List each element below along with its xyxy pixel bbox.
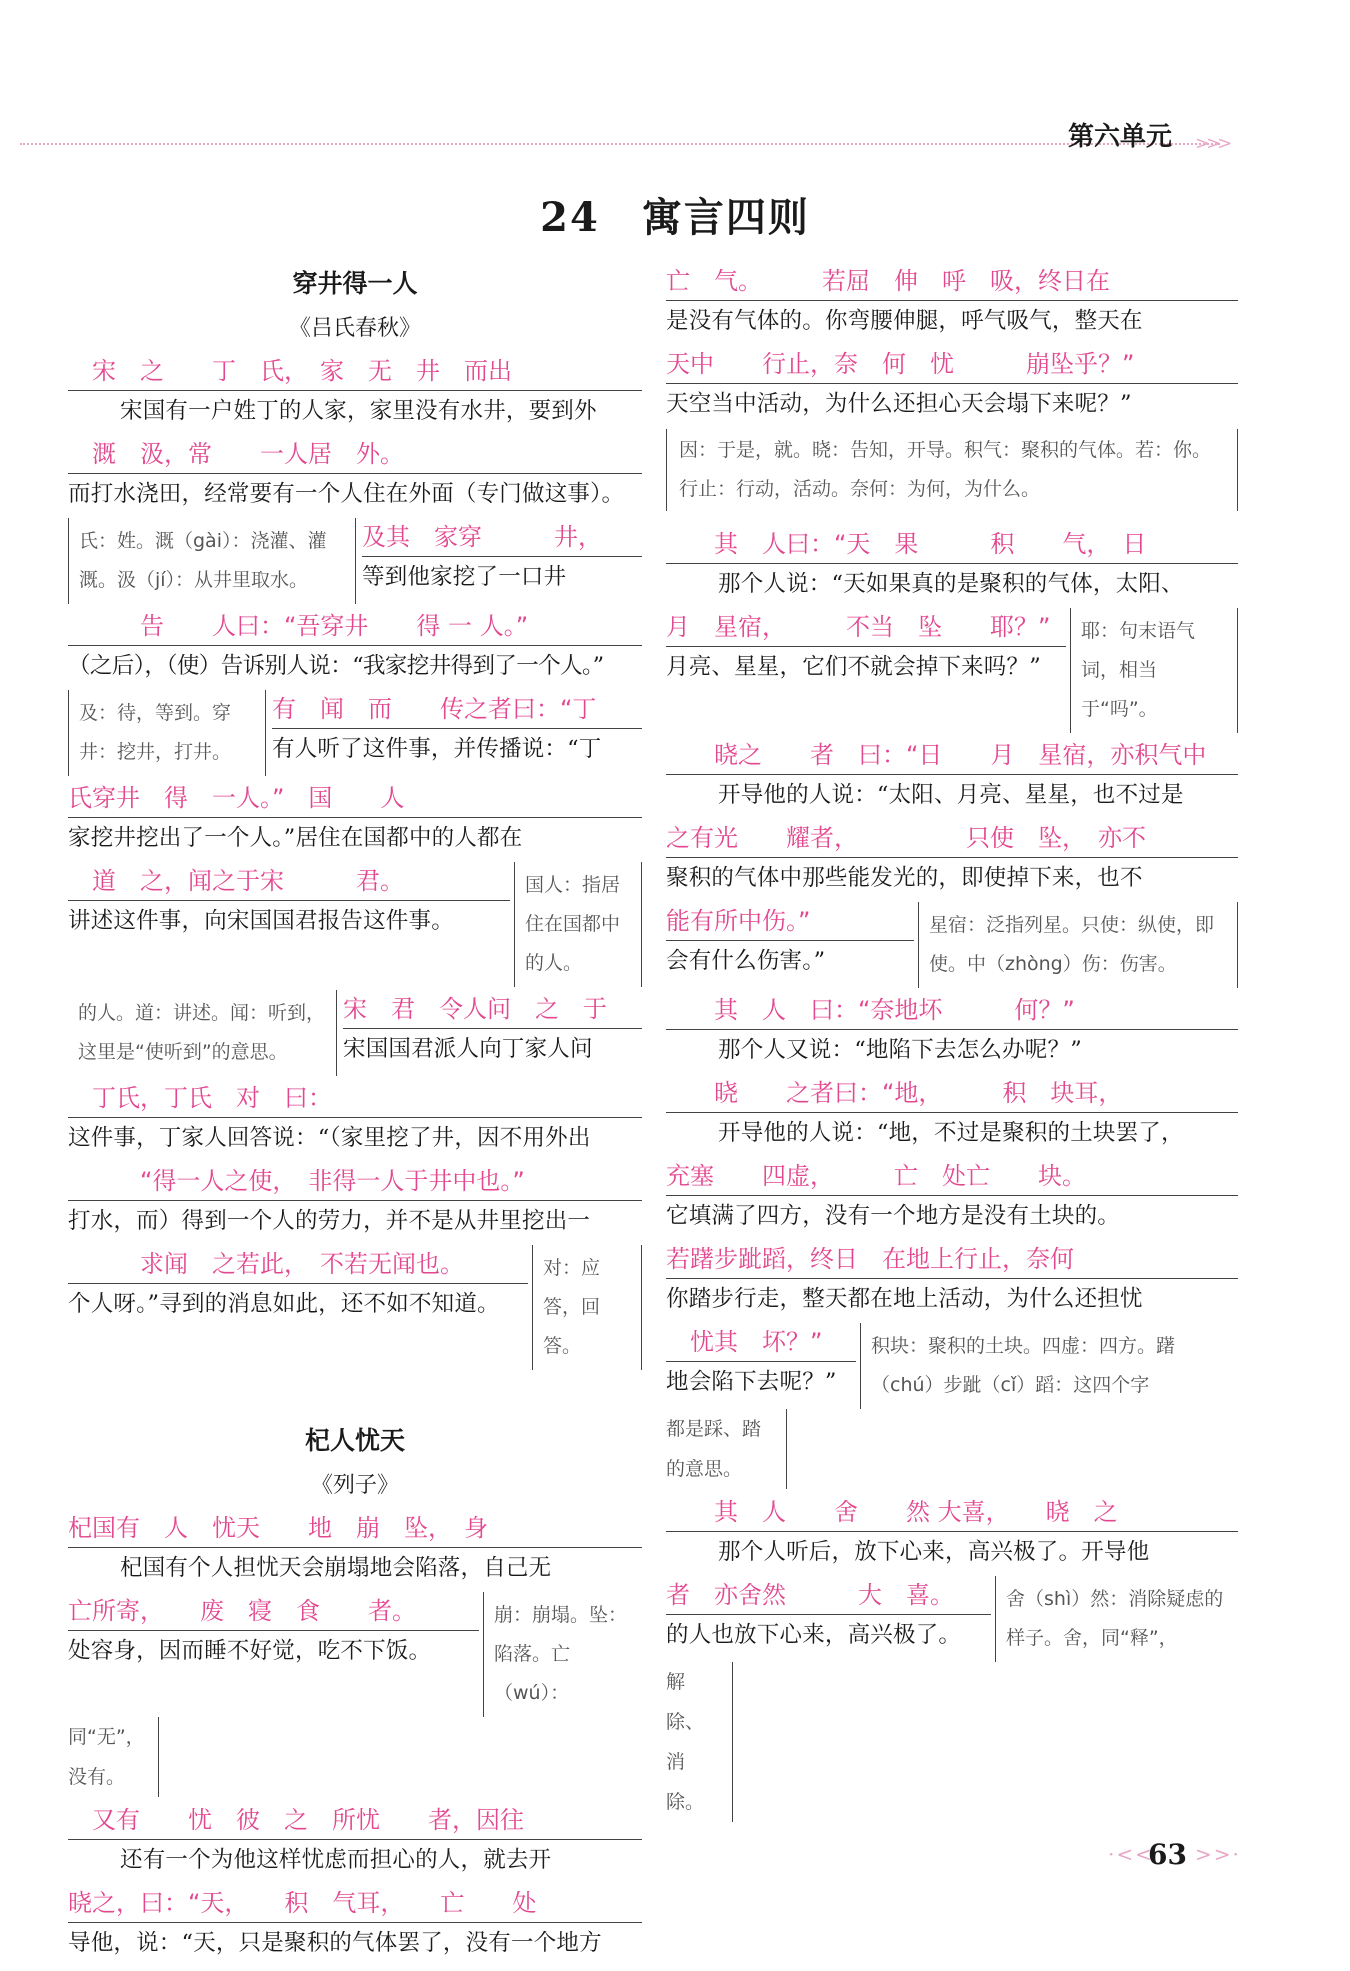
original-line: 及其 家穿 井， <box>362 518 642 557</box>
text-block <box>666 991 1238 1071</box>
text-row-with-note <box>666 902 1238 988</box>
translation-line: 宋国国君派人向丁家人问 <box>343 1036 593 1062</box>
text-row-with-note <box>666 1323 1238 1409</box>
original-line: 杞国有 人 忧天 地 崩 坠， 身 <box>68 1509 642 1548</box>
annotation-note: 星宿：泛指列星。只使：纵使，即使。中（zhòng）伤：伤害。 <box>918 902 1238 988</box>
left-column <box>68 262 642 1967</box>
translation-line: 还有一个为他这样忧虑而担心的人，就去开 <box>120 1847 552 1873</box>
text-block <box>666 819 1238 899</box>
translation-line: 家挖井挖出了一个人。”居住在国都中的人都在 <box>68 825 523 851</box>
original-line: 宋 君 令人问 之 于 <box>343 990 642 1029</box>
story-source: 《吕氏春秋》 <box>288 316 421 341</box>
original-line: 晓之 者 曰：“日 月 星宿，亦积气中 <box>666 736 1238 775</box>
annotation-note: 崩：崩塌。坠：陷落。亡（wú）： <box>483 1592 642 1717</box>
translation-line: 聚积的气体中那些能发光的，即使掉下来，也不 <box>666 865 1143 891</box>
annotation-note: 耶：句末语气词，相当于“吗”。 <box>1070 608 1238 733</box>
translation-line: （之后），（使）告诉别人说：“我家挖井得到了一个人。” <box>68 653 604 679</box>
right-column <box>666 262 1238 1826</box>
text-block <box>68 1162 642 1242</box>
original-line: 有 闻 而 传之者曰：“丁 <box>272 690 642 729</box>
annotation-note-continued: 都是踩、踏的意思。 <box>666 1409 787 1489</box>
original-line: 其 人 舍 然 大喜， 晓 之 <box>666 1493 1238 1532</box>
original-line: 氏穿井 得 一人。” 国 人 <box>68 779 642 818</box>
page-decoration-icon: ·<< <box>1108 1842 1154 1866</box>
annotation-note: 积块：聚积的土块。四虚：四方。躇（chú）步跐（cǐ）蹈：这四个字 <box>860 1323 1238 1409</box>
translation-line: 那个人听后，放下心来，高兴极了。开导他 <box>718 1539 1150 1565</box>
translation-line: 处容身，因而睡不好觉，吃不下饭。 <box>68 1638 432 1664</box>
translation-line: 这件事，丁家人回答说：“（家里挖了井，因不用外出 <box>68 1125 591 1151</box>
text-block <box>666 1493 1238 1573</box>
original-line: 充塞 四虚， 亡 处亡 块。 <box>666 1157 1238 1196</box>
translation-line: 有人听了这件事，并传播说：“丁 <box>272 736 602 762</box>
annotation-note: 舍（shì）然：消除疑虑的样子。舍，同“释”， <box>995 1576 1238 1662</box>
text-block <box>68 352 642 432</box>
annotation-note: 国人：指居住在国都中的人。 <box>514 862 642 987</box>
translation-line: 开导他的人说：“太阳、月亮、星星，也不过是 <box>718 782 1184 808</box>
original-line: 道 之，闻之于宋 君。 <box>68 862 510 901</box>
original-line: 晓之，曰：“天， 积 气耳， 亡 处 <box>68 1884 642 1923</box>
story-source: 《列子》 <box>310 1473 399 1498</box>
translation-line: 杞国有个人担忧天会崩塌地会陷落，自己无 <box>120 1555 552 1581</box>
arrow-decoration-icon: >>> <box>1195 133 1229 154</box>
story-title: 穿井得一人 <box>292 269 418 298</box>
page-number: 63 <box>1148 1838 1187 1871</box>
story-title: 杞人忧天 <box>304 1426 405 1455</box>
original-line: 又有 忧 彼 之 所忧 者，因往 <box>68 1801 642 1840</box>
text-row-with-note <box>68 518 642 604</box>
original-line: 求闻 之若此， 不若无闻也。 <box>68 1245 528 1284</box>
original-line: 其 人 曰：“奈地坏 何？” <box>666 991 1238 1030</box>
text-row-with-note <box>68 990 642 1076</box>
text-block <box>68 1079 642 1159</box>
text-block <box>666 1157 1238 1237</box>
text-row-with-note <box>68 1592 642 1717</box>
text-row-with-note <box>666 1576 1238 1662</box>
text-block <box>666 262 1238 342</box>
annotation-note: 及：待，等到。穿井：挖井，打井。 <box>68 690 266 776</box>
annotation-note: 氏：姓。溉（gài）：浇灌、灌溉。汲（jí）：从井里取水。 <box>68 518 356 604</box>
original-line: 亡 气。 若屈 伸 呼 吸，终日在 <box>666 262 1238 301</box>
text-block <box>68 1509 642 1589</box>
annotation-note: 对：应答，回答。 <box>532 1245 642 1370</box>
text-row-with-note <box>68 690 642 776</box>
text-row-with-note <box>68 862 642 987</box>
annotation-note-continued: 同“无”，没有。 <box>68 1717 159 1797</box>
translation-line: 那个人说：“天如果真的是聚积的气体，太阳、 <box>718 571 1184 597</box>
text-block <box>666 1240 1238 1320</box>
original-line: 亡所寄， 废 寝 食 者。 <box>68 1592 479 1631</box>
text-block <box>68 1884 642 1964</box>
page-decoration-icon: >>· <box>1195 1842 1241 1866</box>
original-line: “得一人之使， 非得一人于井中也。” <box>68 1162 642 1201</box>
unit-label: 第六单元 <box>1068 122 1173 152</box>
translation-line: 而打水浇田，经常要有一个人住在外面（专门做这事）。 <box>68 481 625 507</box>
original-line: 丁氏，丁氏 对 曰： <box>68 1079 642 1118</box>
translation-line: 开导他的人说：“地，不过是聚积的土块罢了， <box>718 1120 1184 1146</box>
original-line: 之有光 耀者， 只使 坠， 亦不 <box>666 819 1238 858</box>
original-line: 晓 之者曰：“地， 积 块耳， <box>666 1074 1238 1113</box>
text-row-with-note <box>68 1245 642 1370</box>
text-block <box>666 525 1238 605</box>
translation-line: 地会陷下去呢？” <box>666 1369 837 1395</box>
text-block <box>68 1801 642 1881</box>
text-block <box>68 779 642 859</box>
translation-line: 打水，而）得到一个人的劳力，并不是从井里挖出一 <box>68 1208 591 1234</box>
original-line: 若躇步跐蹈，终日 在地上行止，奈何 <box>666 1240 1238 1279</box>
translation-line: 是没有气体的。你弯腰伸腿，呼气吸气，整天在 <box>666 308 1143 334</box>
translation-line: 月亮、星星，它们不就会掉下来吗？” <box>666 654 1041 680</box>
text-block <box>666 736 1238 816</box>
translation-line: 会有什么伤害。” <box>666 948 826 974</box>
lesson-title: 24 寓言四则 <box>540 194 810 241</box>
original-line: 者 亦舍然 大 喜。 <box>666 1576 991 1615</box>
original-line: 溉 汲，常 一人居 外。 <box>68 435 642 474</box>
annotation-note: 的人。道：讲述。闻：听到，这里是“使听到”的意思。 <box>68 990 337 1076</box>
translation-line: 个人呀。”寻到的消息如此，还不如不知道。 <box>68 1291 500 1317</box>
annotation-note-continued: 解除、消除。 <box>666 1662 733 1822</box>
original-line: 其 人曰：“天 果 积 气， 日 <box>666 525 1238 564</box>
original-line: 宋 之 丁 氏， 家 无 井 而出 <box>68 352 642 391</box>
translation-line: 讲述这件事，向宋国国君报告这件事。 <box>68 908 454 934</box>
text-block <box>68 435 642 515</box>
text-block <box>68 607 642 687</box>
translation-line: 你踏步行走，整天都在地上活动，为什么还担忧 <box>666 1286 1143 1312</box>
translation-line: 它填满了四方，没有一个地方是没有土块的。 <box>666 1203 1121 1229</box>
text-block <box>666 1074 1238 1154</box>
original-line: 月 星宿， 不当 坠 耶？” <box>666 608 1066 647</box>
original-line: 告 人曰：“吾穿井 得 一 人。” <box>68 607 642 646</box>
original-line: 能有所中伤。” <box>666 902 914 941</box>
translation-line: 的人也放下心来，高兴极了。 <box>666 1622 962 1648</box>
annotation-note: 因：于是，就。晓：告知，开导。积气：聚积的气体。若：你。行止：行动，活动。奈何：为何，为什么。 <box>666 429 1238 511</box>
translation-line: 等到他家挖了一口井 <box>362 564 567 590</box>
translation-line: 天空当中活动，为什么还担心天会塌下来呢？” <box>666 391 1132 417</box>
header-divider <box>20 143 1220 145</box>
text-row-with-note <box>666 608 1238 733</box>
text-block <box>666 345 1238 425</box>
translation-line: 导他，说：“天，只是聚积的气体罢了，没有一个地方 <box>68 1930 602 1956</box>
translation-line: 那个人又说：“地陷下去怎么办呢？” <box>718 1037 1082 1063</box>
translation-line: 宋国有一户姓丁的人家，家里没有水井，要到外 <box>120 398 597 424</box>
original-line: 天中 行止，奈 何 忧 崩坠乎？” <box>666 345 1238 384</box>
original-line: 忧其 坏？” <box>666 1323 856 1362</box>
